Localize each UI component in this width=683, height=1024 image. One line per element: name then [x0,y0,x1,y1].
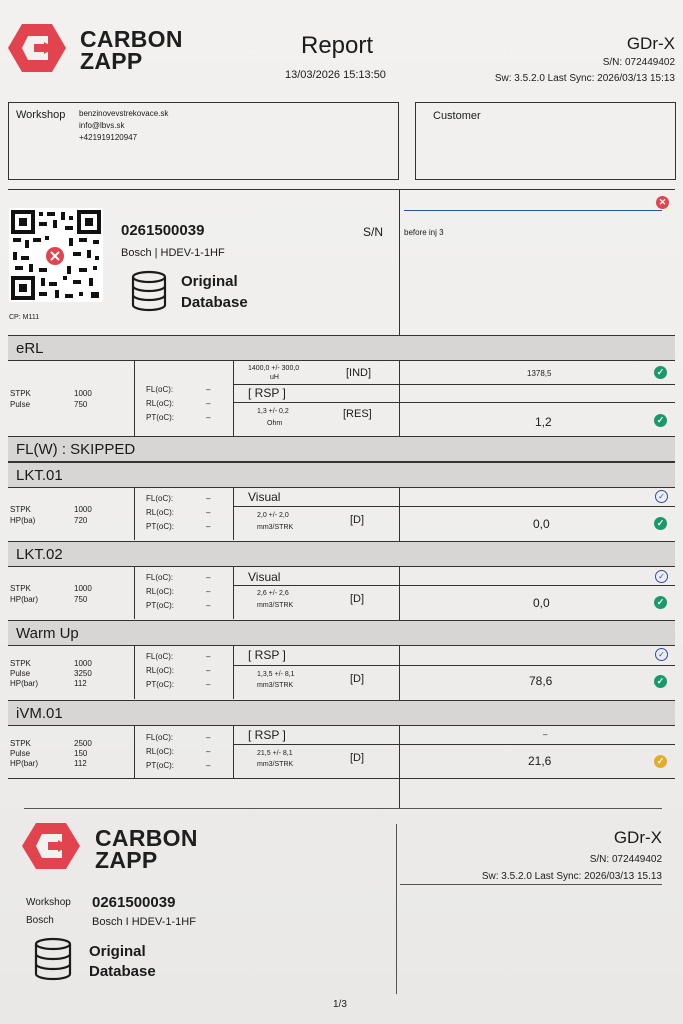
fl-label: FL(oC): [146,385,174,394]
spec: 2,0 +/- 2,0 [257,512,289,519]
customer-label: Customer [433,110,481,122]
section-title: LKT.02 [16,546,63,563]
pulse-value: 3250 [74,669,92,678]
status-ok-icon: ✓ [654,366,667,379]
divider [400,884,662,885]
rl-label: RL(oC): [146,666,175,675]
divider [134,488,135,540]
fl-label: FL(oC): [146,733,174,742]
section-erl [8,335,675,361]
hp-value: 750 [74,595,88,604]
divider [233,488,234,540]
value: 0,0 [533,517,550,531]
pt-value: – [206,601,211,610]
divider [134,726,135,778]
divider [233,506,675,507]
fl-value: – [206,573,211,582]
report-title: Report [301,32,374,59]
database-line2: Database [181,294,248,311]
rsp-label: [ RSP ] [248,728,286,742]
value: 21,6 [528,754,552,768]
rl-value: – [206,666,211,675]
pulse-value: 150 [74,749,88,758]
tag: [D] [350,673,365,685]
stpk-label: STPK [10,739,31,748]
stpk-label: STPK [10,659,31,668]
divider [233,744,675,745]
fl-value: – [206,385,211,394]
brand-name-line1: CARBON [80,26,183,52]
stpk-value: 2500 [74,739,92,748]
database-line1: Original [181,273,238,290]
pulse-label: Pulse [10,400,31,409]
note-underline [404,210,662,211]
rl-value: – [206,508,211,517]
fl-label: FL(oC): [146,494,174,503]
footer-bosch-label: Bosch [26,915,54,926]
stpk-value: 1000 [74,505,92,514]
section-lkt02 [8,541,675,567]
carbon-zapp-logo-icon [22,821,80,871]
fl-label: FL(oC): [146,573,174,582]
value: 78,6 [529,674,553,688]
status-ok-icon: ✓ [654,414,667,427]
fl-label: FL(oC): [146,652,174,661]
res-tag: [RES] [343,408,372,420]
divider [233,726,234,778]
pt-label: PT(oC): [146,601,174,610]
pulse-value: 750 [74,400,88,409]
footer-column-divider [396,824,397,994]
divider [233,384,675,385]
status-pending-icon: ✓ [655,570,668,583]
pt-label: PT(oC): [146,413,174,422]
part-number: 0261500039 [121,222,205,239]
pt-value: – [206,522,211,531]
footer-device-sync: Sw: 3.5.2.0 Last Sync: 2026/03/13 15.13 [481,871,662,882]
rl-label: RL(oC): [146,747,175,756]
status-pending-icon: ✓ [655,648,668,661]
pt-value: – [206,413,211,422]
pulse-label: Pulse [10,669,31,678]
cp-label: CP: M111 [9,314,40,321]
spec: 1,3,5 +/- 8,1 [257,671,295,678]
footer-database-line2: Database [89,963,156,980]
unit: mm3/STRK [257,761,294,768]
workshop-email: info@lbvs.sk [79,121,125,130]
footer-workshop-label: Workshop [26,897,71,908]
ind-unit: uH [270,374,279,381]
value: 0,0 [533,596,550,610]
rl-value: – [206,399,211,408]
res-spec: 1,3 +/- 0,2 [257,408,289,415]
workshop-name: benzinovevstrekovace.sk [79,109,169,118]
spec: 2,6 +/- 2,6 [257,590,289,597]
hp-label: HP(bar) [10,679,39,688]
rl-label: RL(oC): [146,587,175,596]
device-sync: Sw: 3.5.2.0 Last Sync: 2026/03/13 15:13 [494,73,675,84]
unit: mm3/STRK [257,682,294,689]
hp-value: 112 [74,759,87,768]
divider [134,361,135,436]
section-warm-up [8,620,675,646]
section-title: Warm Up [16,625,79,642]
unit: mm3/STRK [257,602,294,609]
pt-value: – [206,680,211,689]
brand-name-line1: CARBON [95,825,198,851]
section-title: iVM.01 [16,705,63,722]
footer-device-name: GDr-X [613,828,662,847]
fl-value: – [206,733,211,742]
status-ok-icon: ✓ [654,596,667,609]
stpk-value: 1000 [74,389,92,398]
stpk-value: 1000 [74,659,92,668]
injector-model: Bosch | HDEV-1-1HF [121,247,225,259]
fl-value: – [206,652,211,661]
pt-value: – [206,761,211,770]
brand-name-line2: ZAPP [95,847,158,873]
section-ivm01 [8,700,675,726]
footer-database-line1: Original [89,943,146,960]
tag: [D] [350,514,365,526]
footer-part-number: 0261500039 [92,894,176,911]
customer-box [415,102,676,180]
brand-name-line2: ZAPP [80,48,143,74]
res-unit: Ohm [267,420,283,427]
hp-value: 720 [74,516,88,525]
visual-label: Visual [248,490,281,504]
section-flw [8,436,675,462]
divider [233,361,234,436]
status-ok-icon: ✓ [654,517,667,530]
rl-label: RL(oC): [146,508,175,517]
spec: 21,5 +/- 8,1 [257,750,293,757]
ind-value: 1378,5 [527,369,552,378]
stpk-label: STPK [10,389,31,398]
qr-code-icon [9,208,103,302]
device-sn: S/N: 072449402 [602,57,675,68]
database-icon [130,270,168,312]
fl-value: – [206,494,211,503]
stpk-label: STPK [10,584,31,593]
ind-tag: [IND] [346,367,372,379]
rsp-label: [ RSP ] [248,386,286,400]
workshop-box [8,102,399,180]
unit: mm3/STRK [257,524,294,531]
report-datetime: 13/03/2026 15:13:50 [285,69,386,81]
visual-label: Visual [248,570,281,584]
divider [8,189,675,190]
pt-label: PT(oC): [146,522,174,531]
divider [233,567,234,619]
section-title: FL(W) : SKIPPED [16,441,136,458]
tag: [D] [350,752,365,764]
pulse-label: Pulse [10,749,31,758]
workshop-phone: +421919120947 [79,133,138,142]
divider [233,665,675,666]
status-error-icon: ✕ [656,196,669,209]
divider [134,567,135,619]
carbon-zapp-logo-icon [8,22,66,74]
section-title: eRL [16,340,44,357]
footer-injector-model: Bosch I HDEV-1-1HF [92,916,196,928]
tag: [D] [350,593,365,605]
divider [8,778,675,779]
status-ok-icon: ✓ [654,675,667,688]
hp-value: 112 [74,679,87,688]
divider [134,646,135,699]
injector-note: before inj 3 [404,228,444,237]
database-icon [33,937,73,981]
hp-label: HP(bar) [10,759,39,768]
stpk-label: STPK [10,505,31,514]
rsp-label: [ RSP ] [248,648,286,662]
status-pending-icon: ✓ [655,490,668,503]
section-title: LKT.01 [16,467,63,484]
workshop-label: Workshop [16,109,66,121]
hp-label: HP(ba) [10,516,36,525]
footer-divider [24,808,662,809]
pt-label: PT(oC): [146,680,174,689]
divider [233,402,675,403]
res-value: 1,2 [535,415,552,429]
divider [233,646,234,699]
rsp-value: – [543,730,548,739]
pt-label: PT(oC): [146,761,174,770]
status-warning-icon: ✓ [654,755,667,768]
sn-label: S/N [363,225,384,239]
hp-label: HP(bar) [10,595,39,604]
rl-value: – [206,747,211,756]
section-lkt01 [8,462,675,488]
rl-value: – [206,587,211,596]
stpk-value: 1000 [74,584,92,593]
page-number: 1/3 [333,999,347,1010]
divider [233,585,675,586]
device-name: GDr-X [626,34,675,53]
rl-label: RL(oC): [146,399,175,408]
ind-spec: 1400,0 +/- 300,0 [248,365,300,372]
footer-device-sn: S/N: 072449402 [589,854,662,865]
